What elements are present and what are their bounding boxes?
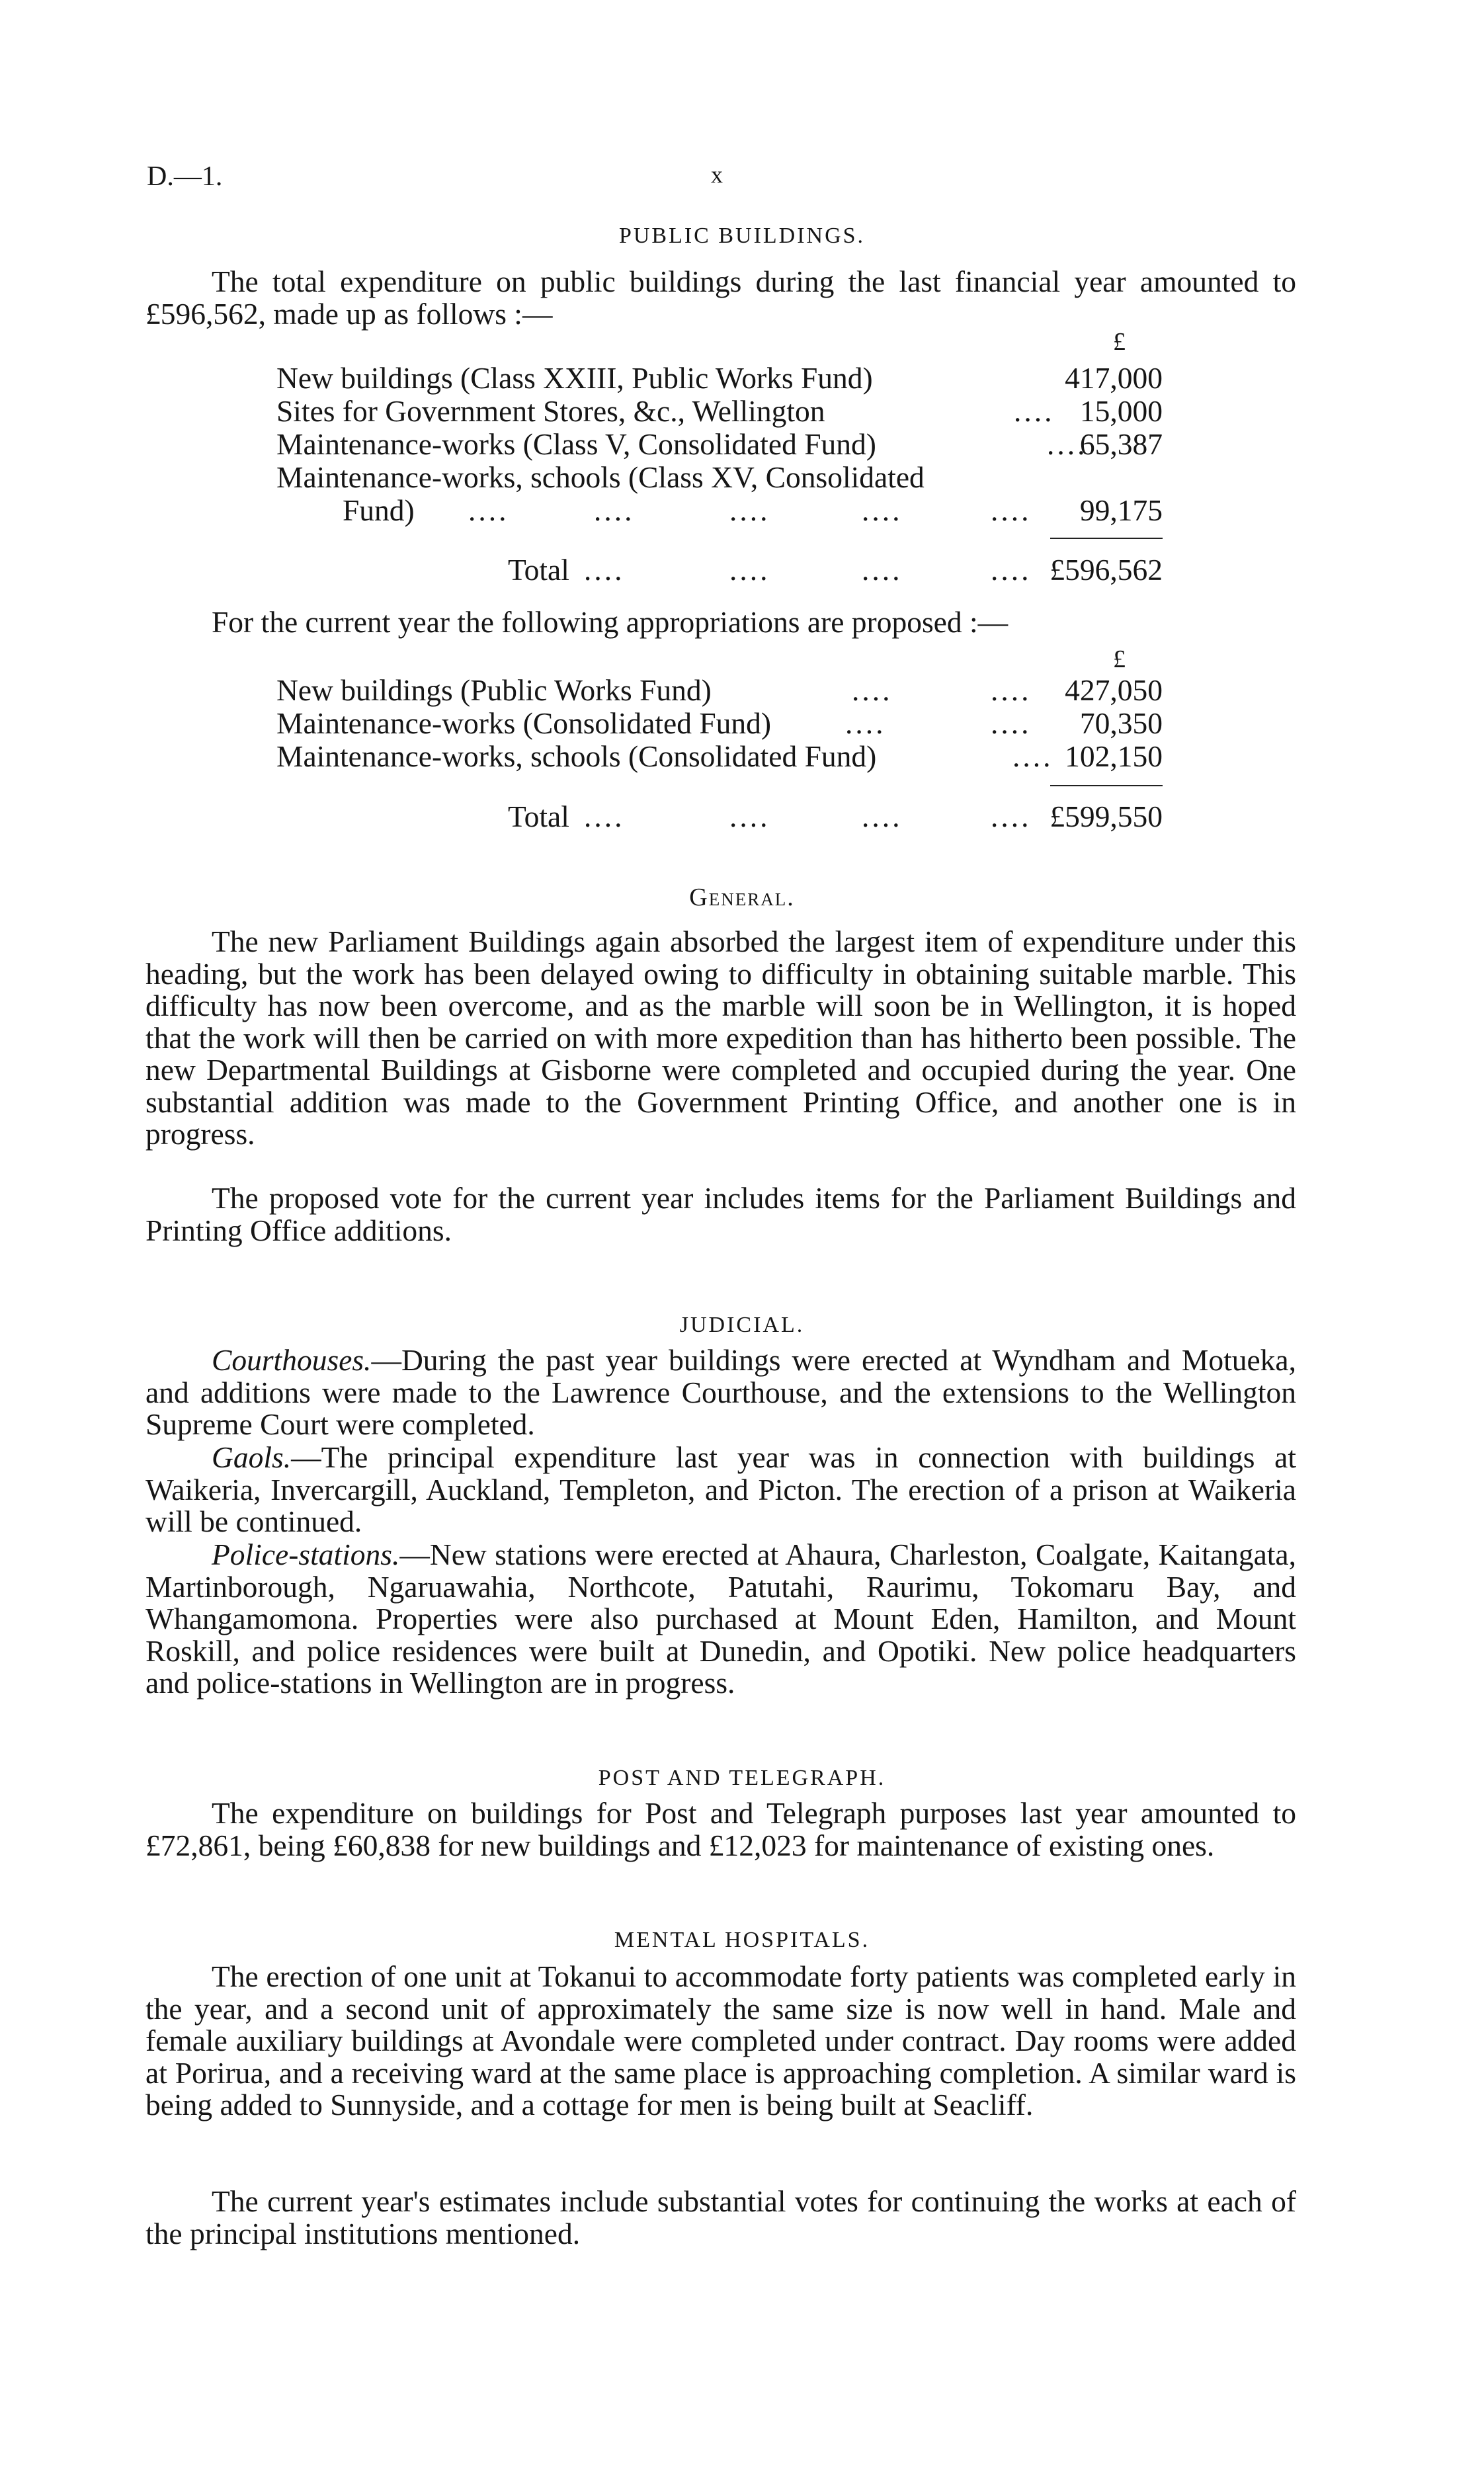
page-number: x — [711, 161, 723, 188]
gaols-label: Gaols. — [212, 1440, 292, 1474]
leader-dots: .... — [1047, 427, 1088, 461]
table-row — [276, 493, 1163, 526]
leader-dots: .... — [584, 553, 625, 587]
leader-dots: .... — [991, 493, 1032, 527]
table-row — [276, 393, 1163, 427]
table-row — [276, 673, 1163, 706]
leader-dots: .... — [845, 706, 886, 740]
leader-dots: .... — [991, 706, 1032, 740]
row-label-continued: Fund) — [343, 493, 415, 527]
police-stations-label: Police-stations. — [212, 1538, 400, 1571]
leader-dots: .... — [584, 800, 625, 833]
total-row — [276, 552, 1163, 585]
table-row — [276, 427, 1163, 460]
current-year-intro: For the current year the following appropriations are proposed :— — [212, 605, 1009, 639]
currency-header: £ — [1113, 645, 1126, 673]
leader-dots: .... — [594, 493, 635, 527]
row-label: Maintenance-works (Consolidated Fund) — [276, 706, 772, 740]
row-label: New buildings (Public Works Fund) — [276, 673, 712, 707]
row-amount: 65,387 — [1079, 427, 1163, 461]
table-row — [276, 706, 1163, 739]
currency-header: £ — [1113, 328, 1126, 356]
table-row — [276, 739, 1163, 772]
gaols-text: —The principal expenditure last year was in connection with buildings at Waikeria, Invercargill, Auckland, Templeton, and Picton. The erection of a prison at Waikeria will be continued. — [145, 1440, 1296, 1538]
total-row — [276, 799, 1163, 832]
courthouses-text: —During the past year buildings were erected at Wyndham and Motueka, and additions were made to the Lawrence Courthouse, and the extensions to the Wellington Supreme Court were completed. — [145, 1343, 1296, 1441]
row-amount: 99,175 — [1079, 493, 1163, 527]
public-buildings-intro: The total expenditure on public buildings during the last financial year amounted to £596,562, made up as follows :— — [145, 265, 1296, 331]
mental-hospitals-paragraph-1: The erection of one unit at Tokanui to accommodate forty patients was completed early in the year, and a second unit of approximately the same size is now well in hand. Male and female auxiliary buildings at Avondale were completed under contract. Day rooms were added at Porirua, and a receiving ward at the same place is approaching completion. A similar ward is being added to Sunnyside, and a cottage for men is being built at Seacliff. — [145, 1959, 1296, 2121]
police-stations-paragraph — [145, 1539, 1296, 1700]
public-buildings-heading: PUBLIC BUILDINGS. — [618, 224, 866, 248]
total-label: Total — [508, 800, 569, 833]
leader-dots: .... — [862, 493, 903, 527]
leader-dots: .... — [729, 800, 770, 833]
courthouses-paragraph — [145, 1344, 1296, 1441]
leader-dots: .... — [1012, 739, 1053, 773]
row-label: Sites for Government Stores, &c., Wellington — [276, 394, 825, 428]
row-amount: 102,150 — [1065, 739, 1163, 773]
table-row — [276, 460, 1163, 493]
total-amount: £599,550 — [1050, 800, 1163, 833]
mental-hospitals-heading: MENTAL HOSPITALS. — [614, 1928, 870, 1952]
total-label: Total — [508, 553, 569, 587]
general-paragraph-2: The proposed vote for the current year includes items for the Parliament Buildings and Printing Office additions. — [145, 1181, 1296, 1247]
police-stations-text: —New stations were erected at Ahaura, Charleston, Coalgate, Kaitangata, Martinborough, Ngaruawahia, Northcote, Patutahi, Raurimu, Tokomaru Bay, and Whangamomona. Properties were also purchased at Mount Eden, Hamilton, and Mount Roskill, and police residences were built at Dunedin, and Opotiki. New police headquarters and police-stations in Wellington are in progress. — [145, 1538, 1296, 1700]
page-id: D.—1. — [147, 161, 223, 192]
general-heading: General. — [689, 884, 795, 911]
row-label: Maintenance-works, schools (Consolidated Fund) — [276, 739, 877, 773]
leader-dots: .... — [729, 493, 770, 527]
table-row — [276, 360, 1163, 393]
row-label: New buildings (Class XXIII, Public Works Fund) — [276, 361, 873, 395]
post-telegraph-heading: POST AND TELEGRAPH. — [598, 1766, 886, 1790]
leader-dots: .... — [862, 800, 903, 833]
row-label: Maintenance-works, schools (Class XV, Consolidated — [276, 460, 925, 494]
leader-dots: .... — [991, 673, 1032, 707]
leader-dots: .... — [729, 553, 770, 587]
leader-dots: .... — [1014, 394, 1055, 428]
sum-rule — [1050, 538, 1163, 539]
courthouses-label: Courthouses. — [212, 1343, 372, 1377]
post-telegraph-paragraph: The expenditure on buildings for Post and Telegraph purposes last year amounted to £72,861, being £60,838 for new buildings and £12,023 for maintenance of existing ones. — [145, 1796, 1296, 1862]
leader-dots: .... — [852, 673, 893, 707]
general-paragraph-1: The new Parliament Buildings again absorbed the largest item of expenditure under this heading, but the work has been delayed owing to difficulty in obtaining suitable marble. This difficulty has now been overcome, and as the marble will soon be in Wellington, it is hoped that the work will then be carried on with more expedition than has hitherto been possible. The new Departmental Buildings at Gisborne were completed and occupied during the year. One substantial addition was made to the Government Printing Office, and another one is in progress. — [145, 925, 1296, 1151]
leader-dots: .... — [468, 493, 509, 527]
sum-rule — [1050, 785, 1163, 786]
row-amount: 15,000 — [1079, 394, 1163, 428]
row-amount: 417,000 — [1065, 361, 1163, 395]
leader-dots: .... — [862, 553, 903, 587]
leader-dots: .... — [991, 553, 1032, 587]
leader-dots: .... — [991, 800, 1032, 833]
row-label: Maintenance-works (Class V, Consolidated Fund) — [276, 427, 876, 461]
gaols-paragraph — [145, 1442, 1296, 1538]
total-amount: £596,562 — [1050, 553, 1163, 587]
row-amount: 70,350 — [1079, 706, 1163, 740]
judicial-heading: JUDICIAL. — [679, 1313, 805, 1337]
row-amount: 427,050 — [1065, 673, 1163, 707]
mental-hospitals-paragraph-2: The current year's estimates include substantial votes for continuing the works at each of the principal institutions mentioned. — [145, 2184, 1296, 2250]
